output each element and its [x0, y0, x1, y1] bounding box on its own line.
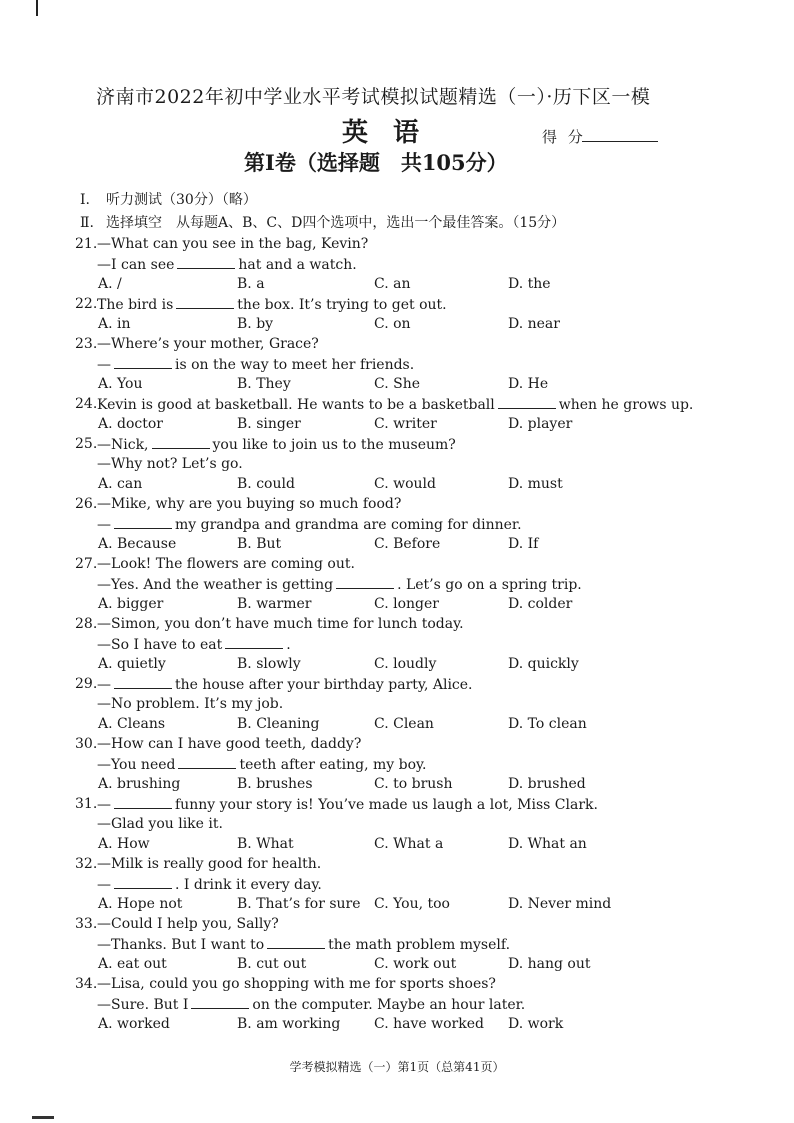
question-stem	[97, 694, 283, 714]
question-line	[0, 914, 794, 934]
question-list	[0, 234, 794, 1034]
options-row	[0, 714, 794, 734]
answer-blank[interactable]	[176, 294, 234, 309]
corner-mark	[32, 1116, 54, 1119]
stem-text: Kevin is good at basketball. He wants to be a basketball	[97, 397, 495, 413]
exam-title: 济南市2022年初中学业水平考试模拟试题精选（一）·历下区一模	[96, 86, 651, 108]
question-line	[0, 994, 794, 1014]
question-stem	[97, 554, 355, 574]
question-item	[0, 794, 794, 854]
stem-text: —Why not? Let’s go.	[97, 456, 243, 472]
option-a: A. doctor	[98, 416, 163, 432]
options-row	[0, 414, 794, 434]
option-d: D. near	[508, 316, 560, 332]
answer-blank[interactable]	[178, 754, 236, 769]
option-a: A. quietly	[98, 656, 166, 672]
question-stem	[97, 674, 473, 695]
question-number: 23.	[75, 336, 98, 352]
stem-text: —Where’s your mother, Grace?	[97, 336, 319, 352]
stem-text: —Nick,	[97, 437, 149, 453]
options-row	[0, 374, 794, 394]
option-a: A. eat out	[98, 956, 167, 972]
options-row	[0, 954, 794, 974]
question-item	[0, 854, 794, 914]
question-number: 21.	[75, 236, 98, 252]
option-b: B. What	[237, 836, 294, 852]
score-label: 得 分	[542, 128, 586, 146]
question-line	[0, 734, 794, 754]
stem-text: —Milk is really good for health.	[97, 856, 322, 872]
question-item	[0, 674, 794, 734]
question-stem	[97, 854, 321, 874]
option-a: A. Hope not	[98, 896, 183, 912]
stem-text: The bird is	[97, 297, 174, 313]
answer-blank[interactable]	[225, 634, 283, 649]
question-line	[0, 754, 794, 774]
option-b: B. singer	[237, 416, 301, 432]
question-line	[0, 454, 794, 474]
option-d: D. work	[508, 1016, 564, 1032]
question-number: 32.	[75, 856, 98, 872]
stem-text: —Simon, you don’t have much time for lunch today.	[97, 616, 464, 632]
question-number: 34.	[75, 976, 98, 992]
section-number: Ⅱ.	[80, 215, 94, 231]
stem-text: my grandpa and grandma are coming for dinner.	[175, 517, 522, 533]
answer-blank[interactable]	[336, 574, 394, 589]
options-row	[0, 834, 794, 854]
option-c: C. Before	[374, 536, 441, 552]
question-stem	[97, 574, 582, 595]
question-line	[0, 794, 794, 814]
options-row	[0, 534, 794, 554]
question-number: 26.	[75, 496, 98, 512]
stem-text: —	[97, 877, 111, 893]
question-line	[0, 234, 794, 254]
option-d: D. quickly	[508, 656, 579, 672]
question-line	[0, 874, 794, 894]
stem-text: —Sure. But I	[97, 997, 189, 1013]
stem-text: you like to join us to the museum?	[212, 437, 456, 453]
section-text: 选择填空 从每题A、B、C、D四个选项中，选出一个最佳答案。（15分）	[106, 215, 566, 231]
question-stem	[97, 934, 510, 955]
option-a: A. brushing	[98, 776, 181, 792]
stem-text: —You need	[97, 757, 176, 773]
question-stem	[97, 794, 598, 815]
stem-text: teeth after eating, my boy.	[239, 757, 427, 773]
stem-text: the box. It’s trying to get out.	[237, 297, 447, 313]
stem-text: —	[97, 517, 111, 533]
question-stem	[97, 994, 525, 1015]
question-item	[0, 434, 794, 494]
question-stem	[97, 334, 319, 354]
option-b: B. brushes	[237, 776, 313, 792]
stem-text: —Thanks. But I want to	[97, 937, 265, 953]
stem-text: when he grows up.	[558, 397, 694, 413]
option-c: C. writer	[374, 416, 437, 432]
question-stem	[97, 874, 322, 895]
stem-text: —Yes. And the weather is getting	[97, 577, 334, 593]
option-d: D. hang out	[508, 956, 591, 972]
question-number: 31.	[75, 796, 98, 812]
option-c: C. work out	[374, 956, 457, 972]
option-b: B. They	[237, 376, 291, 392]
option-b: B. by	[237, 316, 274, 332]
question-item	[0, 294, 794, 334]
question-number: 29.	[75, 676, 98, 692]
question-line	[0, 934, 794, 954]
option-a: A. worked	[98, 1016, 170, 1032]
stem-text: hat and a watch.	[238, 257, 357, 273]
answer-blank[interactable]	[152, 434, 210, 449]
question-item	[0, 494, 794, 554]
option-d: D. He	[508, 376, 549, 392]
option-d: D. must	[508, 476, 563, 492]
question-item	[0, 734, 794, 794]
section-choice	[80, 212, 565, 232]
stem-text: —I can see	[97, 257, 175, 273]
option-b: B. That’s for sure	[237, 896, 361, 912]
question-number: 22.	[75, 296, 98, 312]
question-stem	[97, 514, 522, 535]
option-d: D. What an	[508, 836, 587, 852]
answer-blank[interactable]	[114, 874, 172, 889]
answer-blank[interactable]	[114, 794, 172, 809]
stem-text: the math problem myself.	[328, 937, 511, 953]
section-number: Ⅰ.	[80, 192, 90, 208]
option-c: C. to brush	[374, 776, 453, 792]
stem-text: on the computer. Maybe an hour later.	[252, 997, 526, 1013]
option-b: B. a	[237, 276, 265, 292]
stem-text: —	[97, 677, 111, 693]
option-b: B. But	[237, 536, 282, 552]
options-row	[0, 654, 794, 674]
question-item	[0, 914, 794, 974]
question-stem	[97, 634, 291, 655]
part-title: 第I卷（选择题 共105分）	[244, 150, 508, 175]
question-line	[0, 814, 794, 834]
stem-text: —No problem. It’s my job.	[97, 696, 284, 712]
answer-blank[interactable]	[177, 254, 235, 269]
question-stem	[97, 914, 279, 934]
options-row	[0, 894, 794, 914]
option-c: C. would	[374, 476, 436, 492]
stem-text: funny your story is! You’ve made us laugh a lot, Miss Clark.	[175, 797, 598, 813]
options-row	[0, 774, 794, 794]
question-item	[0, 234, 794, 294]
answer-blank[interactable]	[267, 934, 325, 949]
question-line	[0, 854, 794, 874]
stem-text: —Could I help you, Sally?	[97, 916, 279, 932]
question-item	[0, 554, 794, 614]
question-item	[0, 974, 794, 1034]
option-a: A. bigger	[98, 596, 164, 612]
score-blank	[582, 141, 658, 142]
question-number: 25.	[75, 436, 98, 452]
options-row	[0, 1014, 794, 1034]
question-item	[0, 394, 794, 434]
question-stem	[97, 454, 243, 474]
answer-blank[interactable]	[191, 994, 249, 1009]
option-a: A. /	[98, 276, 122, 292]
question-stem	[97, 234, 368, 254]
question-line	[0, 674, 794, 694]
option-c: C. Clean	[374, 716, 434, 732]
question-line	[0, 614, 794, 634]
option-c: C. have worked	[374, 1016, 484, 1032]
binding-mark	[36, 0, 38, 16]
stem-text: —	[97, 357, 111, 373]
question-stem	[97, 974, 496, 994]
option-b: B. could	[237, 476, 295, 492]
options-row	[0, 474, 794, 494]
question-item	[0, 614, 794, 674]
answer-blank[interactable]	[498, 394, 556, 409]
option-c: C. What a	[374, 836, 444, 852]
option-a: A. How	[98, 836, 150, 852]
subject-title: 英 语	[342, 118, 428, 148]
option-a: A. Cleans	[98, 716, 166, 732]
option-d: D. colder	[508, 596, 573, 612]
question-stem	[97, 494, 401, 514]
option-b: B. warmer	[237, 596, 312, 612]
stem-text: —Glad you like it.	[97, 816, 223, 832]
option-a: A. Because	[98, 536, 177, 552]
question-line	[0, 334, 794, 354]
question-line	[0, 254, 794, 274]
question-stem	[97, 394, 693, 415]
options-row	[0, 274, 794, 294]
option-d: D. If	[508, 536, 539, 552]
question-line	[0, 514, 794, 534]
option-d: D. brushed	[508, 776, 586, 792]
section-text: 听力测试（30分）（略）	[106, 192, 257, 208]
question-item	[0, 334, 794, 394]
option-b: B. am working	[237, 1016, 341, 1032]
option-c: C. on	[374, 316, 411, 332]
stem-text: is on the way to meet her friends.	[175, 357, 415, 373]
option-b: B. cut out	[237, 956, 307, 972]
page-footer: 学考模拟精选（一）第1页（总第41页）	[289, 1060, 505, 1074]
options-row	[0, 314, 794, 334]
stem-text: . Let’s go on a spring trip.	[397, 577, 582, 593]
option-d: D. To clean	[508, 716, 587, 732]
stem-text: —How can I have good teeth, daddy?	[97, 736, 362, 752]
question-number: 30.	[75, 736, 98, 752]
option-c: C. an	[374, 276, 411, 292]
option-c: C. You, too	[374, 896, 450, 912]
option-a: A. You	[98, 376, 143, 392]
question-stem	[97, 434, 456, 455]
option-a: A. in	[98, 316, 131, 332]
stem-text: the house after your birthday party, Alice.	[175, 677, 473, 693]
option-b: B. Cleaning	[237, 716, 320, 732]
question-line	[0, 394, 794, 414]
question-line	[0, 574, 794, 594]
question-stem	[97, 814, 223, 834]
section-listening	[80, 189, 257, 209]
question-number: 28.	[75, 616, 98, 632]
question-line	[0, 434, 794, 454]
answer-blank[interactable]	[114, 674, 172, 689]
question-stem	[97, 734, 361, 754]
question-number: 24.	[75, 396, 98, 412]
option-c: C. loudly	[374, 656, 437, 672]
option-c: C. longer	[374, 596, 439, 612]
stem-text: —Look! The flowers are coming out.	[97, 556, 355, 572]
options-row	[0, 594, 794, 614]
stem-text: —So I have to eat	[97, 637, 223, 653]
option-d: D. the	[508, 276, 551, 292]
question-stem	[97, 294, 447, 315]
option-c: C. She	[374, 376, 421, 392]
option-d: D. Never mind	[508, 896, 612, 912]
stem-text: —What can you see in the bag, Kevin?	[97, 236, 369, 252]
question-stem	[97, 254, 357, 275]
option-b: B. slowly	[237, 656, 301, 672]
stem-text: —	[97, 797, 111, 813]
question-stem	[97, 614, 464, 634]
question-line	[0, 694, 794, 714]
question-line	[0, 354, 794, 374]
question-stem	[97, 354, 414, 375]
question-line	[0, 494, 794, 514]
option-a: A. can	[98, 476, 143, 492]
stem-text: —Lisa, could you go shopping with me for sports shoes?	[97, 976, 496, 992]
question-number: 27.	[75, 556, 98, 572]
stem-text: . I drink it every day.	[175, 877, 322, 893]
question-stem	[97, 754, 427, 775]
question-line	[0, 634, 794, 654]
stem-text: .	[286, 637, 291, 653]
option-d: D. player	[508, 416, 573, 432]
stem-text: —Mike, why are you buying so much food?	[97, 496, 402, 512]
answer-blank[interactable]	[114, 514, 172, 529]
question-line	[0, 974, 794, 994]
question-line	[0, 294, 794, 314]
question-line	[0, 554, 794, 574]
question-number: 33.	[75, 916, 98, 932]
answer-blank[interactable]	[114, 354, 172, 369]
